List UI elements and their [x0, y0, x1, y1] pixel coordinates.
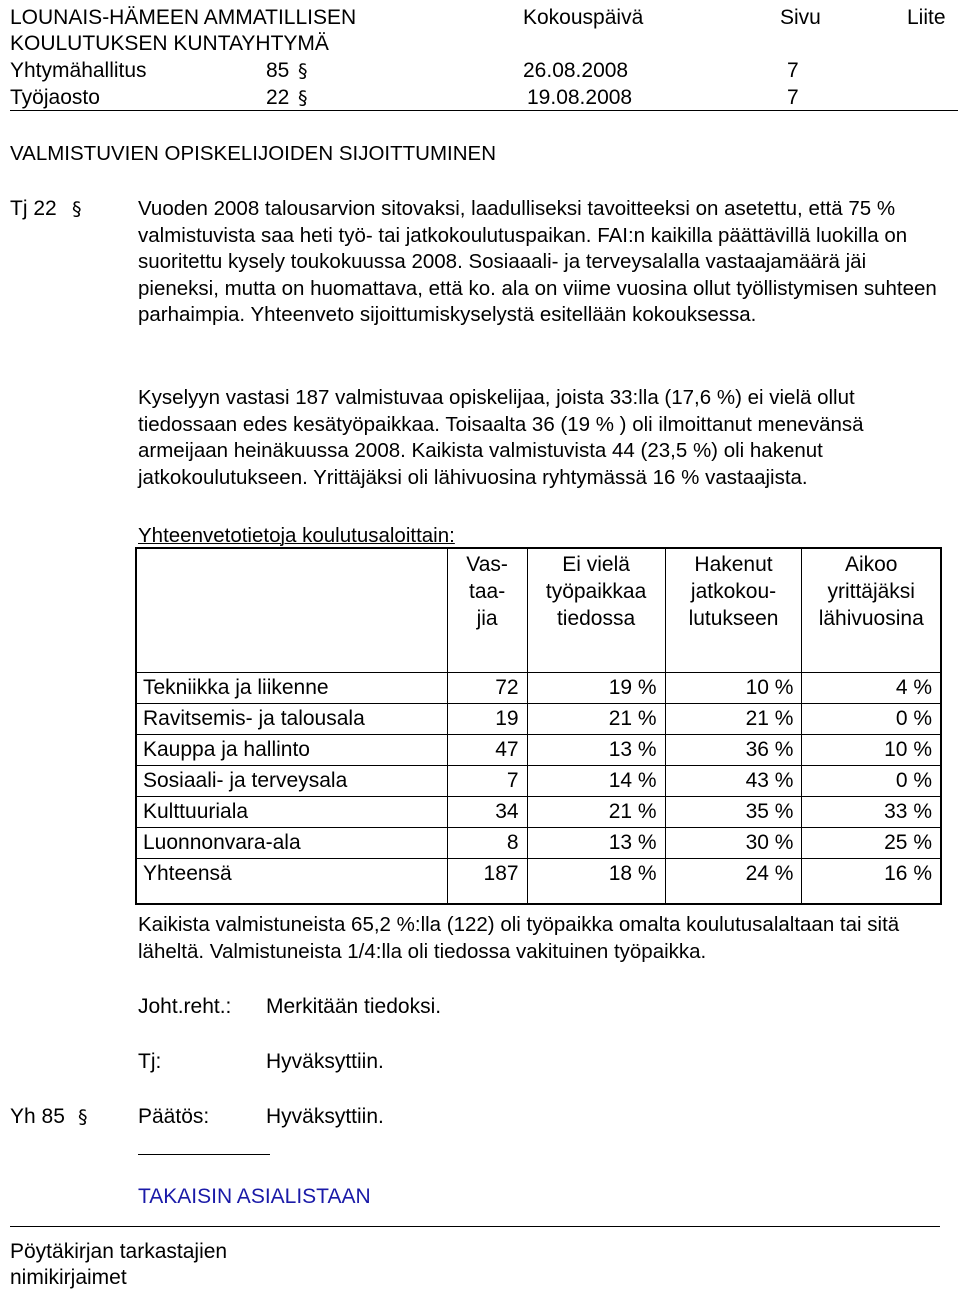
decision-label: Päätös:: [138, 1105, 210, 1128]
meeting-date-heading: Kokouspäivä: [523, 6, 644, 29]
header-body-2: Työjaosto: [10, 86, 100, 109]
table-corner-cell: [136, 548, 447, 673]
row-no-job: 13 %: [527, 735, 665, 766]
row-no-job: 19 %: [527, 673, 665, 704]
row-applied: 35 %: [665, 797, 802, 828]
section-sign-icon: §: [298, 87, 308, 109]
row-no-job: 14 %: [527, 766, 665, 797]
header-body-1: Yhtymähallitus: [10, 59, 147, 82]
header-section-1: 85: [266, 59, 290, 82]
row-respondents: 72: [447, 673, 527, 704]
paragraph-goal-text: Vuoden 2008 talousarvion sitovaksi, laadulliseksi tavoitteeksi on asetettu, että 75 % valmistuvista saa heti työ- tai jatkokoulutuspaikan. FAI:n kaikilla päättävillä luokilla on suoritettu kysely toukokuussa 2008. Sosiaaali- ja terveysalalla vastaajamäärä jäi pieneksi, mutta on huomattava, että ko. ala on viime vuosina ollut työllistymisen suhteen parhaimpia. Yhteenveto sijoittumiskyselystä esitellään kokouksessa.: [138, 197, 937, 326]
row-applied: 43 %: [665, 766, 802, 797]
results-table: [135, 547, 942, 905]
table-row: [136, 704, 941, 735]
proposal-label: Joht.reht.:: [138, 995, 232, 1018]
row-label: Ravitsemis- ja talousala: [136, 704, 447, 735]
footer-line2: nimikirjaimet: [10, 1266, 127, 1289]
paragraph-goal: [138, 196, 950, 329]
row-label: Sosiaali- ja terveysala: [136, 766, 447, 797]
tj-label: Tj:: [138, 1050, 162, 1073]
row-applied: 10 %: [665, 673, 802, 704]
table-row: [136, 766, 941, 797]
row-entrepreneur: 33 %: [802, 797, 941, 828]
row-applied: 21 %: [665, 704, 802, 735]
table-row: [136, 828, 941, 859]
header-divider: [10, 110, 958, 111]
table-row-total: [136, 859, 941, 905]
section-sign-icon: §: [298, 60, 308, 82]
header-entrepreneur: Aikoo yrittäjäksi lähivuosina: [818, 553, 924, 630]
table-row: [136, 673, 941, 704]
document-title: VALMISTUVIEN OPISKELIJOIDEN SIJOITTUMINEN: [10, 142, 497, 165]
header-page-1: 7: [787, 59, 799, 82]
table-row: [136, 797, 941, 828]
footer-divider: [10, 1226, 940, 1227]
row-applied: 36 %: [665, 735, 802, 766]
header-date-1: 26.08.2008: [523, 59, 629, 82]
header-section-2: 22: [266, 86, 290, 109]
row-respondents: 187: [447, 859, 527, 905]
header-respondents: Vas- taa- jia: [447, 548, 527, 673]
row-entrepreneur: 0 %: [802, 766, 941, 797]
header-page-2: 7: [787, 86, 799, 109]
header-applied: Hakenut jatkokou- lutukseen: [665, 548, 802, 673]
row-applied: 30 %: [665, 828, 802, 859]
table-caption: Yhteenvetotietoja koulutusaloittain:: [138, 524, 455, 547]
row-no-job: 21 %: [527, 704, 665, 735]
row-respondents: 47: [447, 735, 527, 766]
org-name-line1: LOUNAIS-HÄMEEN AMMATILLISEN: [10, 6, 357, 29]
tj-decision: Hyväksyttiin.: [266, 1050, 384, 1073]
table-row: [136, 735, 941, 766]
org-name-line2: KOULUTUKSEN KUNTAYHTYMÄ: [10, 32, 329, 55]
header-no-job: Ei vielä työpaikkaa tiedossa: [527, 548, 665, 673]
decision-text: Hyväksyttiin.: [266, 1105, 384, 1128]
paragraph-survey-text: Kyselyyn vastasi 187 valmistuvaa opiskelijaa, joista 33:lla (17,6 %) ei vielä ollut tiedossaan edes kesätyöpaikkaa. Toisaalta 36 (19 % ) oli ilmoittanut menevänsä armeijaan heinäkuussa 2008. Kaikista valmistuvista 44 (23,5 %) oli hakenut jatkokoulutukseen. Yrittäjäksi oli lähivuosina ryhtymässä 16 % vastaajista.: [138, 386, 864, 489]
row-label: Kulttuuriala: [136, 797, 447, 828]
signature-line: [138, 1154, 270, 1155]
attachment-heading: Liite: [907, 6, 946, 29]
row-respondents: 34: [447, 797, 527, 828]
row-entrepreneur: 16 %: [884, 862, 932, 885]
row-respondents: 19: [447, 704, 527, 735]
paragraph-placement-text: Kaikista valmistuneista 65,2 %:lla (122) oli työpaikka omalta koulutusalaltaan tai sitä läheltä. Valmistuneista 1/4:lla oli tiedossa vakituinen työpaikka.: [138, 913, 900, 963]
section-sign-icon: §: [78, 1106, 88, 1128]
row-no-job: 21 %: [527, 797, 665, 828]
yh-reference: Yh 85: [10, 1105, 65, 1128]
tj-reference: Tj 22: [10, 197, 57, 220]
proposal-text: Merkitään tiedoksi.: [266, 995, 442, 1018]
paragraph-survey: [138, 385, 950, 491]
row-applied: 24 %: [665, 859, 802, 905]
row-label: Kauppa ja hallinto: [136, 735, 447, 766]
row-entrepreneur: 10 %: [802, 735, 941, 766]
row-respondents: 7: [447, 766, 527, 797]
row-entrepreneur: 0 %: [802, 704, 941, 735]
row-label: Luonnonvara-ala: [136, 828, 447, 859]
row-entrepreneur: 25 %: [802, 828, 941, 859]
row-entrepreneur: 4 %: [802, 673, 941, 704]
page-heading: Sivu: [780, 6, 821, 29]
row-no-job: 13 %: [527, 828, 665, 859]
row-respondents: 8: [447, 828, 527, 859]
footer-line1: Pöytäkirjan tarkastajien: [10, 1240, 228, 1263]
row-label: Tekniikka ja liikenne: [136, 673, 447, 704]
section-sign-icon: §: [72, 198, 82, 220]
header-date-2: 19.08.2008: [527, 86, 633, 109]
back-to-agenda-link[interactable]: TAKAISIN ASIALISTAAN: [138, 1185, 371, 1208]
table-header-row: [136, 548, 941, 673]
row-no-job: 18 %: [527, 859, 665, 905]
paragraph-placement: [138, 912, 950, 965]
row-label: Yhteensä: [136, 859, 447, 905]
